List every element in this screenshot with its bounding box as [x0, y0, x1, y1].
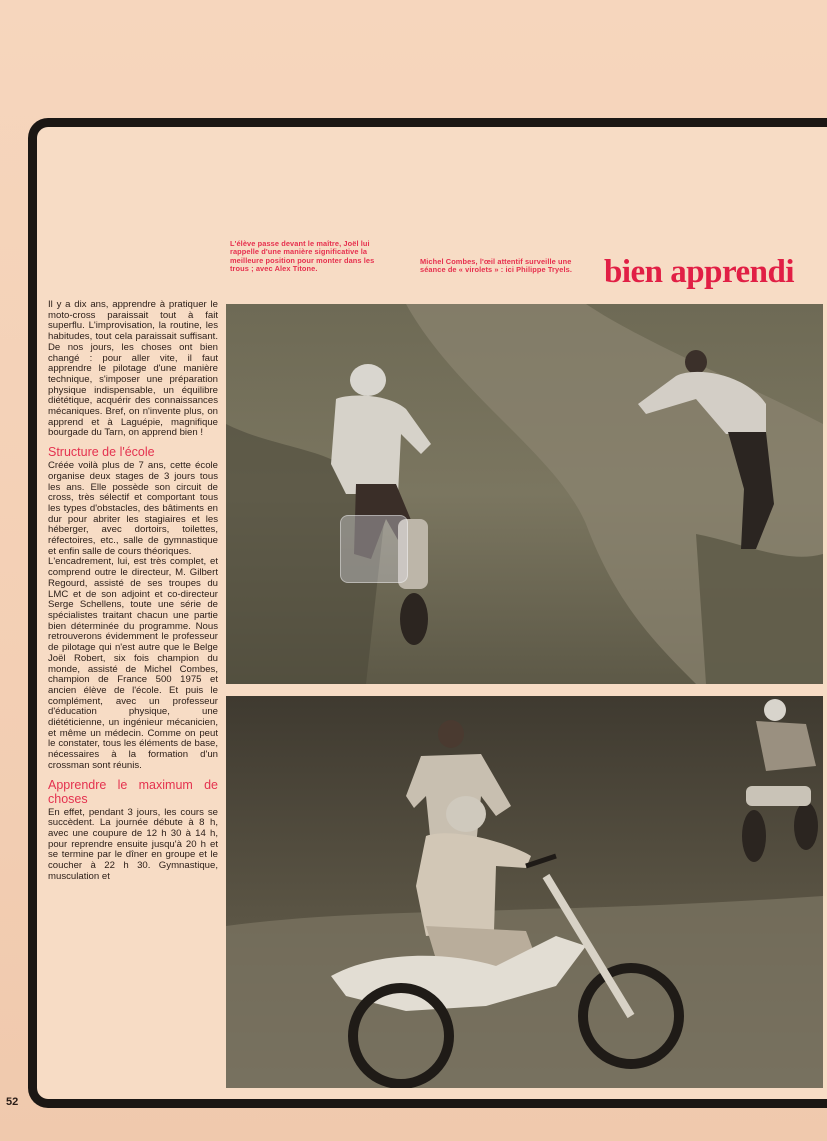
body-paragraph: Créée voilà plus de 7 ans, cette école organise deux stages de 3 jours tous les ans. Elle possède son circuit de cross, très sélectif et comportant tous les types d'obstacles, des bâtiments en dur pour abriter les stagiaires et les héberger, avec dortoirs, toilettes, réfectoires, etc., salle de gymnastique et enfin salle de cours théoriques.	[48, 460, 218, 557]
page-number: 52	[6, 1096, 19, 1108]
photo-caption-right: Michel Combes, l'œil attentif surveille une séance de « virolets » : ici Philippe Tryels.	[420, 257, 572, 275]
body-paragraph: En effet, pendant 3 jours, les cours se succèdent. La journée débute à 8 h, avec une coupure de 12 h 30 à 14 h, pour reprendre ensuite jusqu'à 20 h et se termine par le dîner en groupe et le coucher à 22 h 30. Gymnastique, musculation et	[48, 806, 218, 882]
headline: bien apprendi	[604, 254, 795, 290]
section-heading-structure: Structure de l'école	[48, 445, 155, 460]
article-body-column	[48, 300, 218, 1090]
photo-caption-left: L'élève passe devant le maître, Joël lui rappelle d'une manière significative la meilleure position pour monter dans les trous ; avec Alex Titone.	[230, 239, 375, 274]
body-paragraph: L'encadrement, lui, est très complet, et comprend outre le directeur, M. Gilbert Regourd, assisté de ses troupes du LMC et de son adjoint et co-directeur Serge Schellens, toute une série de spécialistes traitant chacun une partie bien déterminée du programme. Nous retrouverons évidemment le professeur de pilotage qui n'est autre que le Belge Joël Robert, six fois champion du monde, assisté de Michel Combes, champion de France 500 1975 et ancien élève de l'école. Et puis le complément, avec un professeur d'éducation physique, une diététicienne, un ingénieur mécanicien, et même un médecin. Comme on peut le constater, tous les éléments de base, nécessaires à la formation d'un crossman sont réunis.	[48, 556, 218, 771]
photo-rider-climb	[226, 304, 823, 684]
intro-paragraph: Il y a dix ans, apprendre à pratiquer le moto-cross paraissait tout à fait superflu. L'improvisation, la routine, les habitudes, tout cela paraissait suffisant. De nos jours, les choses ont bien changé : pour aller vite, il faut apprendre le pilotage d'une manière technique, s'imposer une préparation physique indispensable, un équilibre diététique, acquérir des connaissances mécaniques. Bref, on n'invente plus, on apprend et à Laguépie, magnifique bourgade du Tarn, on apprend bien !	[48, 300, 218, 439]
photo-joel-robert-bike	[226, 696, 823, 1088]
section-heading-maximum: Apprendre le maximum de choses	[48, 777, 218, 806]
watermark-logo	[340, 515, 408, 583]
